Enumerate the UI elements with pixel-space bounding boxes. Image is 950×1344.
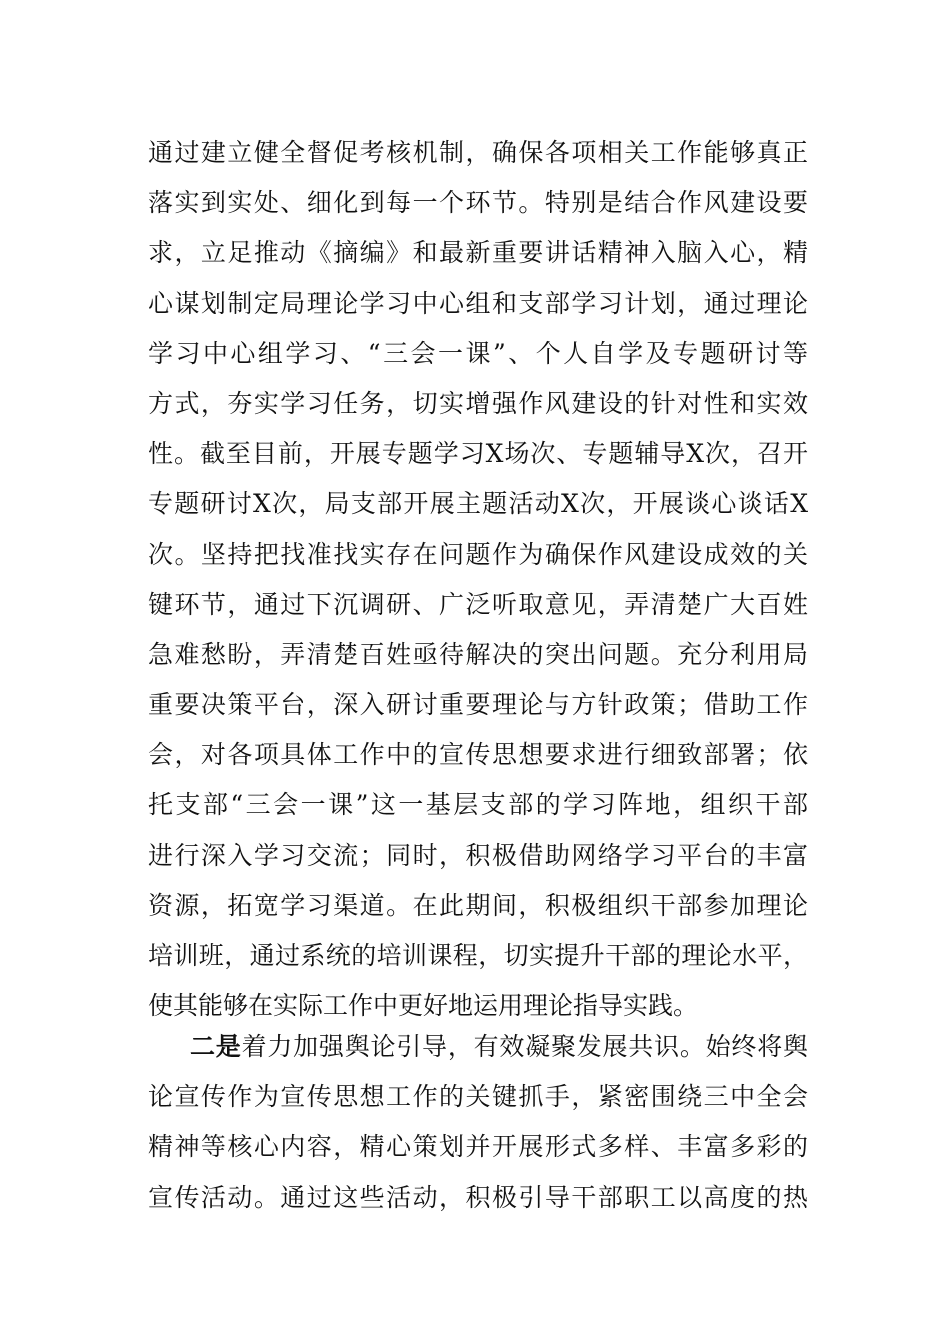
text-line: 学习中心组学习、“三会一课”、个人自学及专题研讨等 bbox=[148, 338, 808, 368]
text-line: 心谋划制定局理论学习中心组和支部学习计划，通过理论 bbox=[148, 288, 808, 318]
text-line: 宣传活动。通过这些活动，积极引导干部职工以高度的热 bbox=[148, 1182, 808, 1212]
text-line: 专题研讨X次，局支部开展主题活动X次，开展谈心谈话X bbox=[148, 489, 808, 519]
text-line: 落实到实处、细化到每一个环节。特别是结合作风建设要 bbox=[148, 188, 808, 218]
lead-sentence: 着力加强舆论引导，有效凝聚发展共识。始终将舆 bbox=[241, 1032, 808, 1061]
text-line: 性。截至目前，开展专题学习X场次、专题辅导X次，召开 bbox=[148, 439, 808, 469]
text-line: 论宣传作为宣传思想工作的关键抓手，紧密围绕三中全会 bbox=[148, 1082, 808, 1112]
paragraph-study-mechanism bbox=[148, 128, 808, 1031]
text-line: 键环节，通过下沉调研、广泛听取意见，弄清楚广大百姓 bbox=[148, 589, 808, 619]
text-line: 次。坚持把找准找实存在问题作为确保作风建设成效的关 bbox=[148, 539, 808, 569]
text-line: 使其能够在实际工作中更好地运用理论指导实践。 bbox=[148, 991, 699, 1021]
paragraph-public-opinion bbox=[148, 1022, 808, 1223]
text-line: 求，立足推动《摘编》和最新重要讲话精神入脑入心，精 bbox=[148, 238, 808, 268]
text-line: 通过建立健全督促考核机制，确保各项相关工作能够真正 bbox=[148, 138, 808, 167]
text-line: 托支部“三会一课”这一基层支部的学习阵地，组织干部 bbox=[148, 790, 808, 820]
text-line-first bbox=[148, 1022, 808, 1072]
text-line: 重要决策平台，深入研讨重要理论与方针政策；借助工作 bbox=[148, 690, 808, 720]
text-line: 培训班，通过系统的培训课程，切实提升干部的理论水平， bbox=[148, 941, 808, 970]
text-line: 精神等核心内容，精心策划并开展形式多样、丰富多彩的 bbox=[148, 1132, 808, 1162]
text-line: 进行深入学习交流；同时，积极借助网络学习平台的丰富 bbox=[148, 840, 808, 870]
text-line: 方式，夯实学习任务，切实增强作风建设的针对性和实效 bbox=[148, 388, 808, 418]
text-line: 会，对各项具体工作中的宣传思想要求进行细致部署；依 bbox=[148, 740, 808, 770]
lead-marker: 二是 bbox=[190, 1032, 242, 1061]
text-line: 急难愁盼，弄清楚百姓亟待解决的突出问题。充分利用局 bbox=[148, 639, 808, 669]
text-line: 资源，拓宽学习渠道。在此期间，积极组织干部参加理论 bbox=[148, 890, 808, 920]
